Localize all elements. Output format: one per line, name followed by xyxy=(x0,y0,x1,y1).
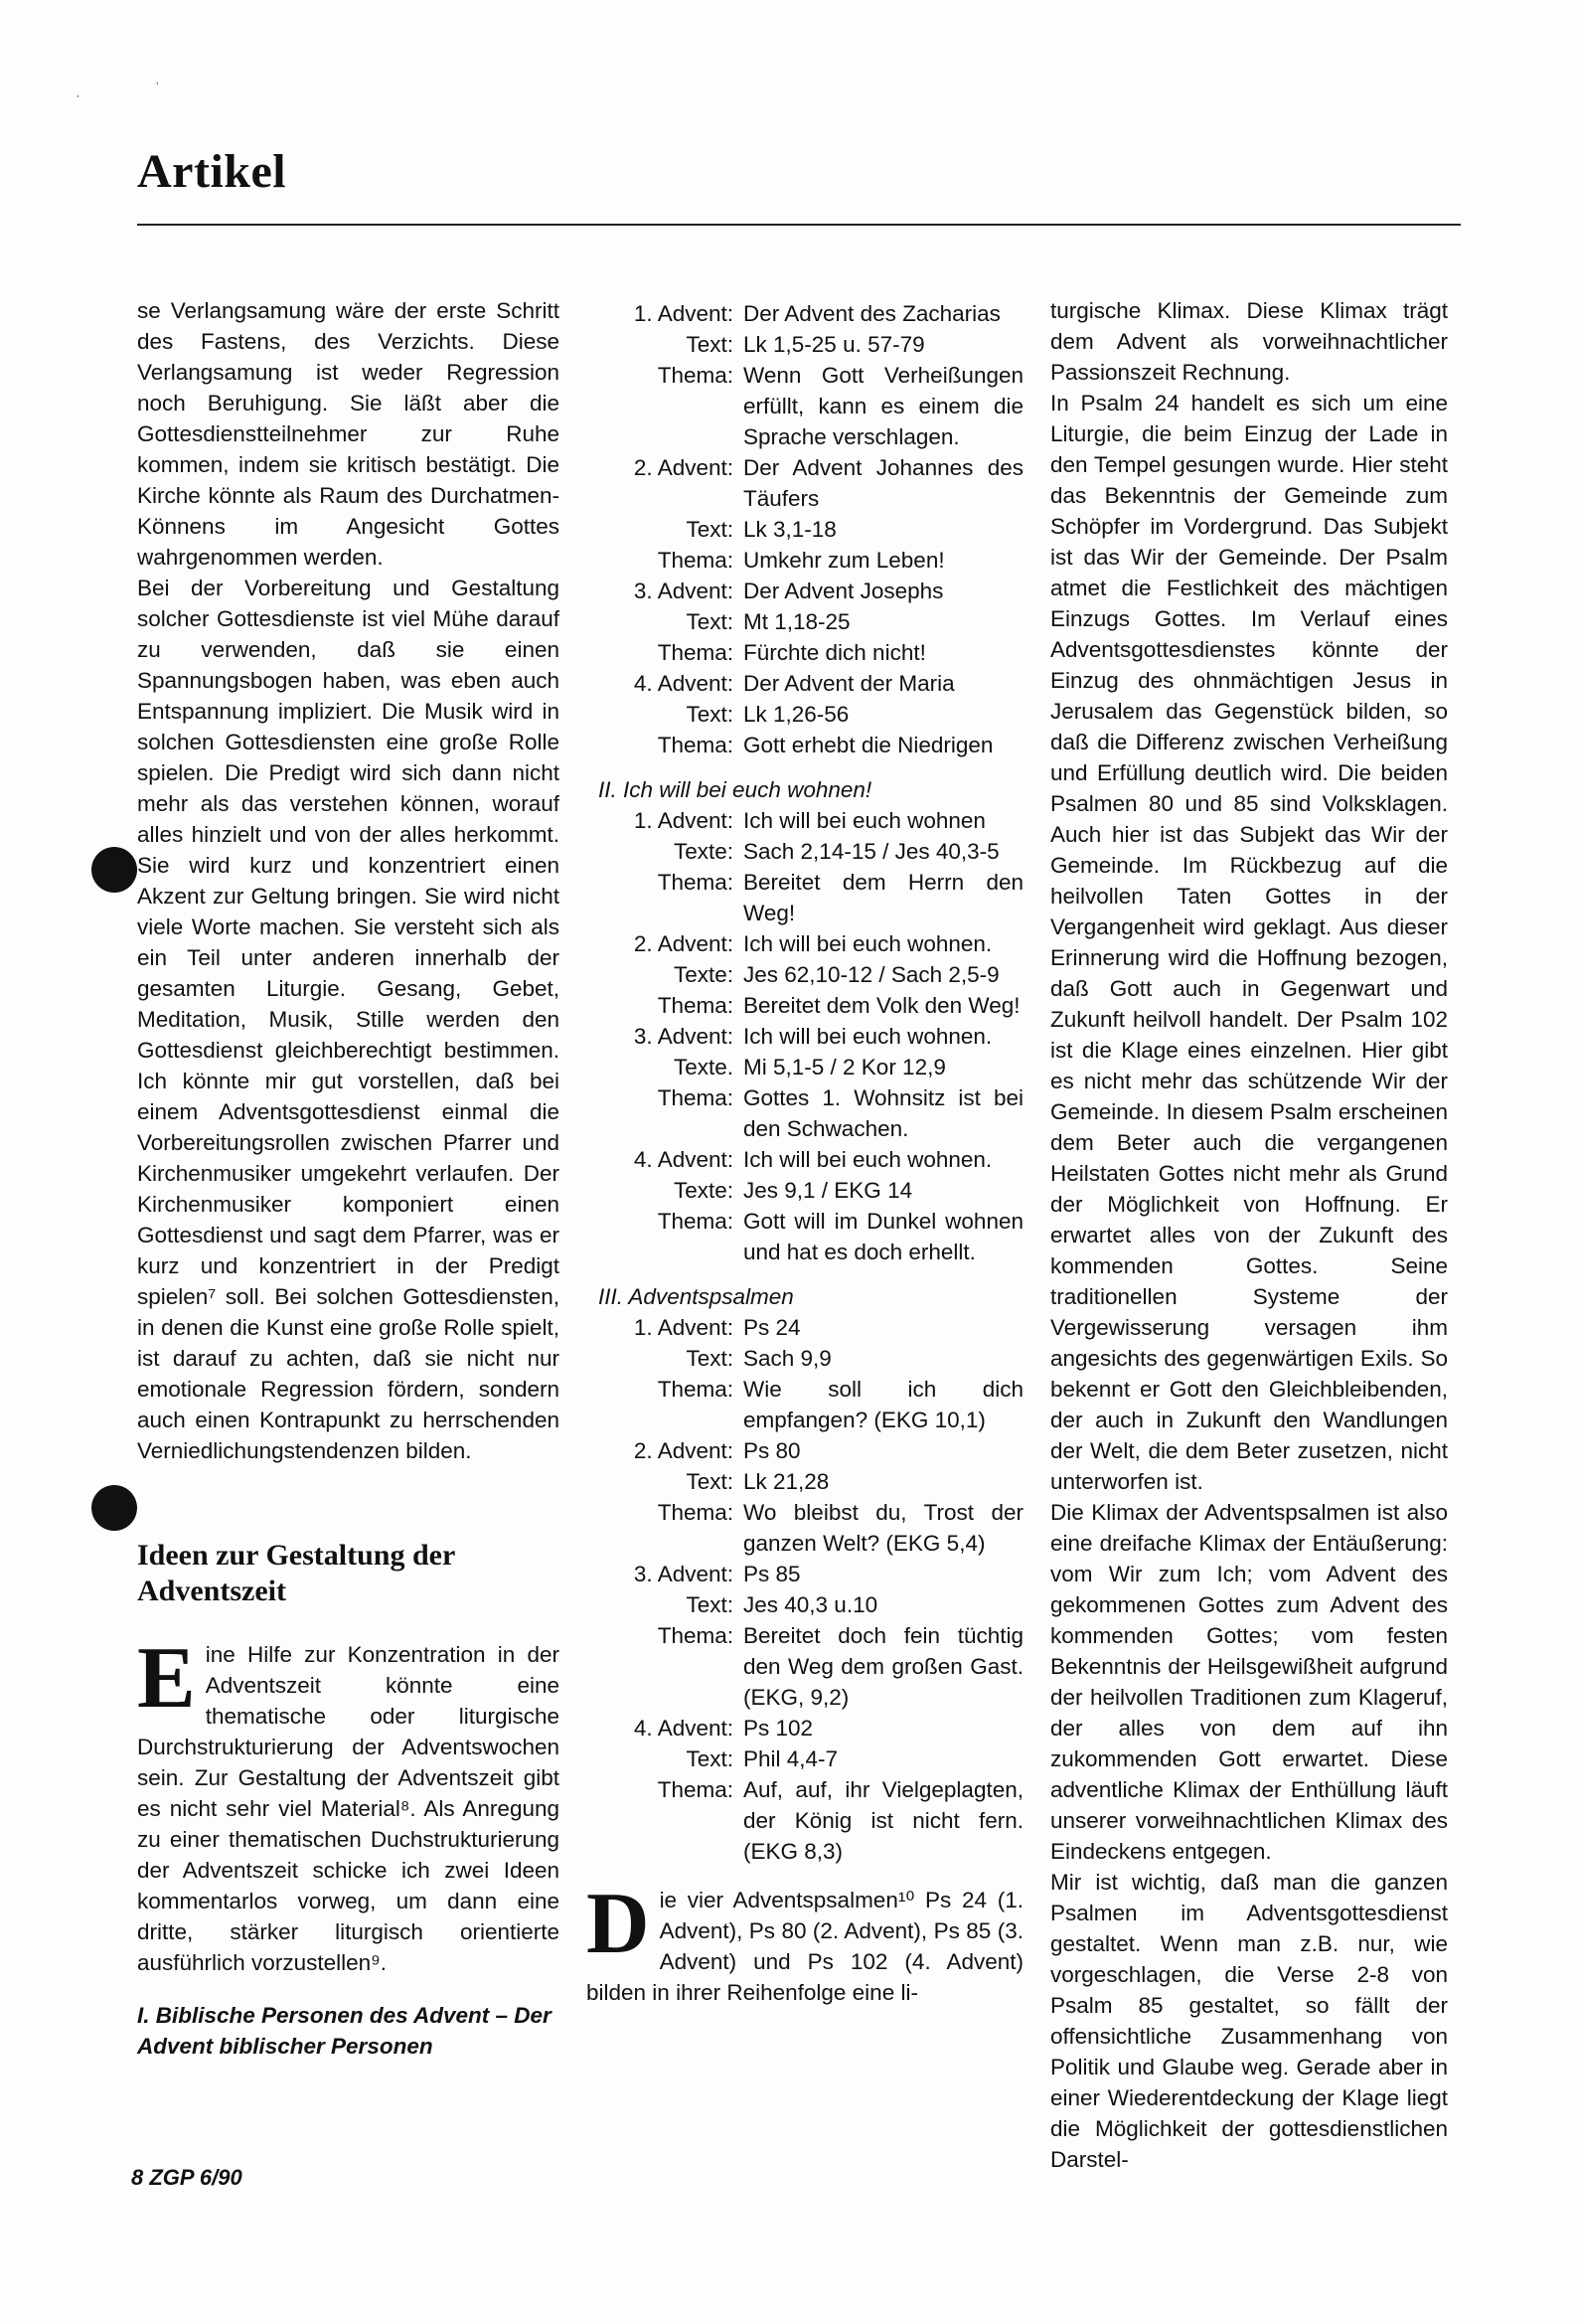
entry-label: Text: xyxy=(686,1746,733,1771)
entry-label: 3. Advent: xyxy=(633,1562,733,1586)
punch-hole-top xyxy=(91,847,137,893)
schedule-entry xyxy=(586,298,1024,329)
entry-value: Auf, auf, ihr Vielgeplagten, der König ist nicht fern. (EKG 8,3) xyxy=(743,1777,1024,1864)
schedule-entry xyxy=(586,990,1024,1021)
schedule-entry xyxy=(586,637,1024,668)
schedule-entry xyxy=(586,1312,1024,1343)
schedule-entry xyxy=(586,1374,1024,1435)
entry-value: Fürchte dich nicht! xyxy=(743,640,926,665)
entry-label: Text: xyxy=(686,517,733,542)
entry-value: Ps 102 xyxy=(743,1716,814,1741)
schedule-entry xyxy=(586,1589,1024,1620)
entry-value: Jes 62,10-12 / Sach 2,5-9 xyxy=(743,962,1000,987)
entry-value: Lk 21,28 xyxy=(743,1469,830,1494)
entry-label: Texte: xyxy=(673,839,733,864)
entry-value: Der Advent Josephs xyxy=(743,579,944,603)
paragraph: In Psalm 24 handelt es sich um eine Liturgie, die beim Einzug der Lade in den Tempel gesungen wurde. Hier steht das Bekenntnis der Gemeinde zum Schöpfer im Vordergrund. Das Subjekt ist das Wir der Gemeinde. Der Psalm atmet die Festlichkeit des mächtigen Einzugs Gottes. Im Verlauf eines Adventsgottesdienstes könnte der Einzug des ohnmächtigen Jesus in Jerusalem das Gegenstück bilden, so daß die Differenz zwischen Verheißung und Erfüllung deutlich wird. Die beiden Psalmen 80 und 85 sind Volksklagen. Auch hier ist das Subjekt das Wir der Gemeinde. Im Rückbezug auf die heilvollen Taten Gottes in der Vergangenheit wird geklagt. Aus dieser Erinnerung wird die Hoffnung bezogen, daß Gott auch in Gegenwart und Zukunft heilvoll handelt. Der Psalm 102 ist die Klage eines einzelnen. Hier gibt es nicht mehr das schützende Wir der Gemeinde. In diesem Psalm erscheinen dem Beter auch die vergangenen Heilstaten Gottes nicht mehr als Grund der Möglichkeit von Hoffnung. Er erwartet alles von der Zukunft des kommenden Gottes. Seine traditionellen Systeme der Vergewisserung versagen ihm angesichts des gegenwärtigen Exils. So bekennt er Gott den Gleichbleibenden, der auch in Zukunft den Wandlungen der Welt, die dem Beter zusetzen, nicht unterworfen ist. xyxy=(1050,391,1448,1494)
schedule-entry xyxy=(586,514,1024,545)
entry-value: Sach 2,14-15 / Jes 40,3-5 xyxy=(743,839,1000,864)
entry-value: Bereitet dem Volk den Weg! xyxy=(743,993,1021,1018)
entry-value: Wenn Gott Verheißungen erfüllt, kann es einem die Sprache verschlagen. xyxy=(743,363,1024,449)
entry-value: Lk 1,5-25 u. 57-79 xyxy=(743,332,925,357)
entry-value: Ich will bei euch wohnen xyxy=(743,808,986,833)
schedule-entry xyxy=(586,1435,1024,1466)
entry-label: Thema: xyxy=(657,1209,733,1234)
column-left xyxy=(137,295,559,2062)
scan-mark-left: ˌ xyxy=(76,82,80,97)
schedule-entry xyxy=(586,1343,1024,1374)
entry-value: Ps 85 xyxy=(743,1562,801,1586)
entry-label: 2. Advent: xyxy=(633,931,733,956)
entry-label: Text: xyxy=(686,702,733,727)
intro-text: ie vier Adventspsalmen¹⁰ Ps 24 (1. Advent), Ps 80 (2. Advent), Ps 85 (3. Advent) und Ps 102 (4. Advent) bilden in ihrer Reihenfolge eine li- xyxy=(586,1888,1024,2005)
entry-label: Text: xyxy=(686,1346,733,1371)
entry-label: 4. Advent: xyxy=(633,1147,733,1172)
schedule-entry xyxy=(586,805,1024,836)
entry-label: 3. Advent: xyxy=(633,579,733,603)
entry-value: Ich will bei euch wohnen. xyxy=(743,1024,993,1049)
entry-label: Thema: xyxy=(657,870,733,895)
schedule-entry xyxy=(586,928,1024,959)
paragraph: turgische Klimax. Diese Klimax trägt dem Advent als vorweihnachtlicher Passionszeit Rechnung. xyxy=(1050,298,1448,385)
entry-label: 1. Advent: xyxy=(633,808,733,833)
entry-value: Wo bleibst du, Trost der ganzen Welt? (EKG 5,4) xyxy=(743,1500,1024,1556)
entry-label: Thema: xyxy=(657,1623,733,1648)
schedule-entry xyxy=(586,1021,1024,1052)
schedule-entry xyxy=(586,1620,1024,1713)
group-heading: III. Adventspsalmen xyxy=(598,1284,794,1309)
intro-paragraph xyxy=(586,1876,1024,2008)
entry-value: Gott will im Dunkel wohnen und hat es doch erhellt. xyxy=(743,1209,1024,1264)
column-middle xyxy=(586,298,1024,2008)
entry-value: Phil 4,4-7 xyxy=(743,1746,839,1771)
entry-value: Umkehr zum Leben! xyxy=(743,548,945,573)
entry-value: Sach 9,9 xyxy=(743,1346,832,1371)
entry-label: 2. Advent: xyxy=(633,1438,733,1463)
schedule-entry xyxy=(586,1144,1024,1175)
entry-label: Thema: xyxy=(657,548,733,573)
entry-value: Wie soll ich dich empfangen? (EKG 10,1) xyxy=(743,1377,1024,1432)
schedule-entry xyxy=(586,1052,1024,1082)
schedule-entry xyxy=(586,1497,1024,1559)
schedule-entry xyxy=(586,836,1024,867)
schedule-list xyxy=(586,298,1024,1867)
entry-value: Jes 40,3 u.10 xyxy=(743,1592,878,1617)
schedule-entry xyxy=(586,668,1024,699)
paragraph: Bei der Vorbereitung und Gestaltung solcher Gottesdienste ist viel Mühe darauf zu verwenden, daß sie einen Spannungsbogen haben, was eben auch Entspannung impliziert. Die Musik wird in solchen Gottesdiensten eine große Rolle spielen. Die Predigt wird sich dann nicht mehr als das verstehen können, worauf alles hinzielt und von der alles herkommt. Sie wird kurz und konzentriert einen Akzent zur Geltung bringen. Sie wird nicht viele Worte machen. Sie versteht sich als ein Teil unter anderen innerhalb der gesamten Liturgie. Gesang, Gebet, Meditation, Musik, Stille werden den Gottesdienst gleichberechtigt bestimmen. Ich könnte mir gut vorstellen, daß bei einem Adventsgottesdienst einmal die Vorbereitungsrollen zwischen Pfarrer und Kirchenmusiker umgekehrt verlaufen. Der Kirchenmusiker komponiert einen Gottesdienst und sagt dem Pfarrer, was er kurz und konzentriert in der Predigt spielen⁷ soll. Bei solchen Gottesdiensten, in denen die Kunst eine große Rolle spielt, ist darauf zu achten, daß sie nicht nur emotionale Regression fördern, sondern auch einen Kontrapunkt zu herrschenden Verniedlichungstendenzen bilden. xyxy=(137,576,559,1463)
entry-label: Texte: xyxy=(673,1178,733,1203)
schedule-entry xyxy=(586,1466,1024,1497)
entry-value: Ps 24 xyxy=(743,1315,801,1340)
subheading: Ideen zur Gestaltung der Adventszeit xyxy=(137,1539,455,1607)
entry-label: Text: xyxy=(686,332,733,357)
entry-label: Texte. xyxy=(673,1055,733,1079)
entry-label: Thema: xyxy=(657,1777,733,1802)
entry-value: Lk 1,26-56 xyxy=(743,702,850,727)
entry-label: Thema: xyxy=(657,1377,733,1402)
entry-value: Mi 5,1-5 / 2 Kor 12,9 xyxy=(743,1055,946,1079)
section-title: Artikel xyxy=(137,145,287,198)
group-heading: II. Ich will bei euch wohnen! xyxy=(598,777,872,802)
schedule-entry xyxy=(586,360,1024,452)
paragraph: Die Klimax der Adventspsalmen ist also eine dreifache Klimax der Entäußerung: vom Wir zum Ich; vom Advent des gekommenen Gottes zum Advent des kommenden Gottes; vom festen Bekenntnis der Heilsgewißheit aufgrund der heilvollen Traditionen zum Klageruf, der alles von dem auf ihn zukommenden Gott erwartet. Diese adventliche Klimax der Enthüllung läuft unserer vorweihnachtlichen Klimax des Eindeckens entgegen. xyxy=(1050,1500,1448,1864)
schedule-entry xyxy=(586,867,1024,928)
entry-label: Text: xyxy=(686,609,733,634)
entry-value: Bereitet dem Herrn den Weg! xyxy=(743,870,1024,925)
dropcap: E xyxy=(137,1630,196,1727)
entry-label: 1. Advent: xyxy=(633,301,733,326)
schedule-entry xyxy=(586,606,1024,637)
paragraph: se Verlangsamung wäre der erste Schritt des Fastens, des Verzichts. Diese Verlangsamung ist weder Regression noch Beruhigung. Sie läßt aber die Gottesdienstteilnehmer zur Ruhe kommen, indem sie kritisch bestätigt. Die Kirche könnte als Raum des Durchatmen-Könnens im Angesicht Gottes wahrgenommen werden. xyxy=(137,298,559,570)
entry-label: 1. Advent: xyxy=(633,1315,733,1340)
schedule-entry xyxy=(586,1082,1024,1144)
entry-label: 3. Advent: xyxy=(633,1024,733,1049)
punch-hole-bottom xyxy=(91,1485,137,1531)
entry-label: Thema: xyxy=(657,1500,733,1525)
entry-value: Der Advent Johannes des Täufers xyxy=(743,455,1024,511)
intro-text: ine Hilfe zur Konzentration in der Adventszeit könnte eine thematische oder liturgische Durchstrukturierung der Adventswochen sein. Zur Gestaltung der Adventszeit gibt es nicht sehr viel Material⁸. Als Anregung zu einer thematischen Duchstrukturierung der Adventszeit schicke ich zwei Ideen kommentarlos vorweg, um dann eine dritte, stärker liturgisch orientierte ausführlich vorzustellen⁹. xyxy=(137,1642,559,1975)
schedule-entry xyxy=(586,545,1024,576)
entry-value: Gottes 1. Wohnsitz ist bei den Schwachen. xyxy=(743,1085,1024,1141)
schedule-entry xyxy=(586,1206,1024,1267)
entry-label: Thema: xyxy=(657,733,733,757)
schedule-entry xyxy=(586,730,1024,760)
header-rule xyxy=(137,224,1461,226)
entry-label: Text: xyxy=(686,1469,733,1494)
page-footer: 8 ZGP 6/90 xyxy=(131,2165,242,2190)
entry-label: 4. Advent: xyxy=(633,1716,733,1741)
entry-label: Texte: xyxy=(673,962,733,987)
intro-paragraph xyxy=(137,1630,559,1978)
entry-value: Ps 80 xyxy=(743,1438,801,1463)
schedule-entry xyxy=(586,1559,1024,1589)
schedule-entry xyxy=(586,1743,1024,1774)
entry-label: Text: xyxy=(686,1592,733,1617)
schedule-entry xyxy=(586,329,1024,360)
schedule-entry xyxy=(586,1175,1024,1206)
entry-label: Thema: xyxy=(657,363,733,388)
part-title: I. Biblische Personen des Advent – Der Advent biblischer Personen xyxy=(137,2003,552,2059)
schedule-entry xyxy=(586,699,1024,730)
schedule-entry xyxy=(586,959,1024,990)
entry-value: Jes 9,1 / EKG 14 xyxy=(743,1178,913,1203)
entry-value: Lk 3,1-18 xyxy=(743,517,837,542)
schedule-entry xyxy=(586,1774,1024,1867)
entry-label: Thema: xyxy=(657,1085,733,1110)
schedule-entry xyxy=(586,576,1024,606)
schedule-entry xyxy=(586,452,1024,514)
entry-label: Thema: xyxy=(657,640,733,665)
entry-value: Bereitet doch fein tüchtig den Weg dem großen Gast. (EKG, 9,2) xyxy=(743,1623,1024,1710)
entry-label: 4. Advent: xyxy=(633,671,733,696)
entry-value: Mt 1,18-25 xyxy=(743,609,851,634)
column-right xyxy=(1050,295,1448,2175)
entry-value: Ich will bei euch wohnen. xyxy=(743,931,993,956)
entry-value: Ich will bei euch wohnen. xyxy=(743,1147,993,1172)
schedule-entry xyxy=(586,1713,1024,1743)
dropcap: D xyxy=(586,1876,650,1972)
paragraph: Mir ist wichtig, daß man die ganzen Psalmen im Adventsgottesdienst gestaltet. Wenn man z.B. nur, wie vorgeschlagen, die Verse 2-8 von Psalm 85 gestaltet, so fällt der offensichtliche Zusammenhang von Politik und Glaube weg. Gerade aber in einer Wiederentdeckung der Klage liegt die Möglichkeit der gottesdienstlichen Darstel- xyxy=(1050,1870,1448,2172)
entry-label: 2. Advent: xyxy=(633,455,733,480)
entry-value: Der Advent des Zacharias xyxy=(743,301,1001,326)
entry-label: Thema: xyxy=(657,993,733,1018)
entry-value: Der Advent der Maria xyxy=(743,671,955,696)
entry-value: Gott erhebt die Niedrigen xyxy=(743,733,994,757)
scan-mark-right: ʿ xyxy=(155,80,160,95)
